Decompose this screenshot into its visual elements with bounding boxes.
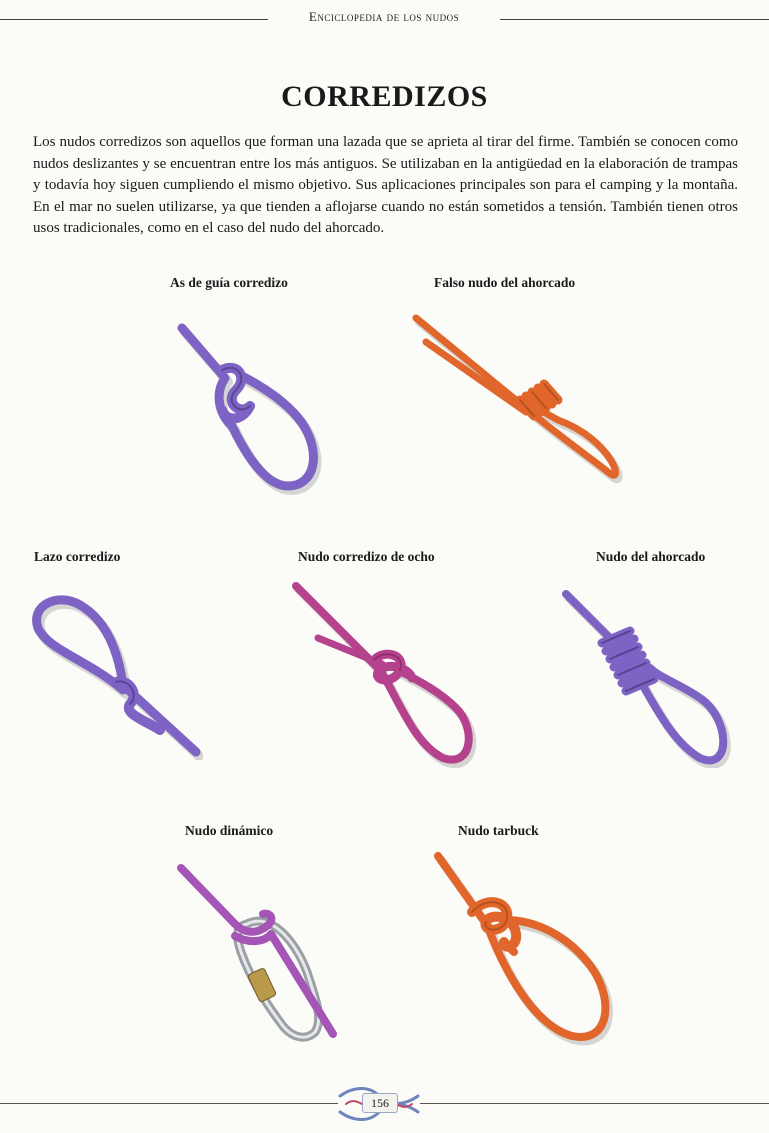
page-title: CORREDIZOS [281,80,488,113]
header-rule-right [500,19,769,20]
caption-lazo-corredizo: Lazo corredizo [34,549,121,564]
running-header [0,0,769,34]
illustration-nudo-del-ahorcado [560,588,735,768]
footer-rule-right [420,1103,769,1104]
illustration-lazo-corredizo [28,590,203,760]
illustration-nudo-tarbuck [432,850,622,1050]
illustration-nudo-dinamico [175,862,350,1047]
caption-nudo-tarbuck: Nudo tarbuck [458,823,539,838]
caption-nudo-corredizo-de-ocho: Nudo corredizo de ocho [298,549,435,564]
page-number: 156 [362,1093,398,1113]
header-rule-left [0,19,268,20]
caption-falso-nudo-del-ahorcado: Falso nudo del ahorcado [434,275,576,290]
intro-paragraph: Los nudos corredizos son aquellos que forman una lazada que se aprieta al tirar del firme. También se conocen como nudos deslizantes y se encuentran entre los más antiguos. Se utilizaban en la antigüedad en la elaboración de trampas y todavía hoy siguen cumpliendo el mismo objetivo. Sus aplicaciones principales son para el camping y la montaña. En el mar no suelen utilizarse, ya que tienden a aflojarse cuando no están sometidos a tensión. También tienen otros usos tradicionales, como en el caso del nudo del ahorcado. [33,134,738,236]
page-number-ornament [336,1084,422,1124]
caption-nudo-dinamico: Nudo dinámico [185,823,274,838]
footer-rule-left [0,1103,338,1104]
illustration-nudo-corredizo-de-ocho [288,578,488,768]
illustration-falso-nudo-del-ahorcado [408,310,633,495]
caption-as-de-guia-corredizo: As de guía corredizo [170,275,288,290]
caption-nudo-del-ahorcado: Nudo del ahorcado [596,549,706,564]
running-header-title: Enciclopedia de los nudos [308,9,460,24]
illustration-as-de-guia-corredizo [170,318,330,498]
